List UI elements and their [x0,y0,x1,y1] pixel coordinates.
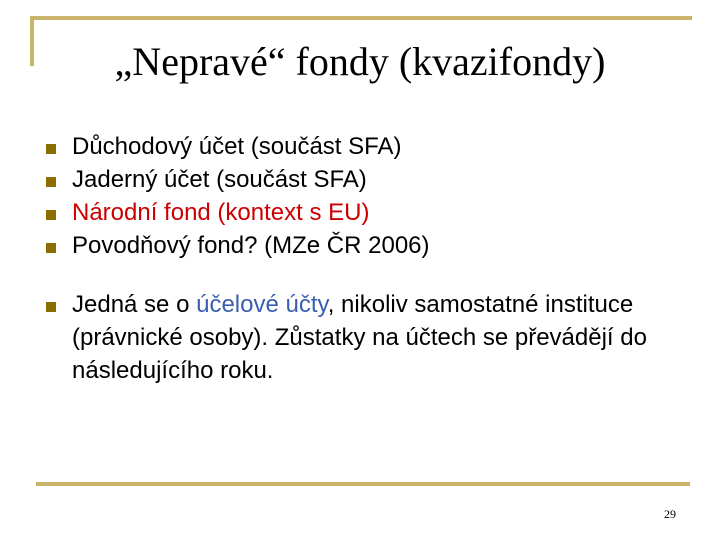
bullet-text: Jaderný účet (součást SFA) [72,166,367,193]
bullet-item-note [46,288,696,387]
bullet-item-povodnovy-fond [46,229,696,262]
square-bullet-icon [46,177,56,187]
note-highlight-ucelove-ucty: účelové účty [196,291,328,318]
bullet-text: Povodňový fond? (MZe ČR 2006) [72,232,430,259]
page-number: 29 [664,507,676,521]
bullet-item-duchodovy-ucet [46,130,696,163]
frame-top-border [30,16,692,20]
bullet-text: Důchodový účet (součást SFA) [72,133,402,160]
bullet-item-jaderny-ucet [46,163,696,196]
note-text-before: Jedná se o [72,291,197,318]
square-bullet-icon [46,243,56,253]
bullet-text: Národní fond (kontext s EU) [72,199,370,226]
slide-title: „Nepravé“ fondy (kvazifondy) [114,39,606,84]
note-text-after: , nikoliv samostatné instituce (právnické osoby). Zůstatky na účtech se převádějí do následujícího roku. [72,291,647,384]
square-bullet-icon [46,144,56,154]
bullet-list [46,130,696,387]
square-bullet-icon [46,210,56,220]
bottom-divider [36,482,690,486]
bullet-item-narodni-fond [46,196,696,229]
square-bullet-icon [46,302,56,312]
